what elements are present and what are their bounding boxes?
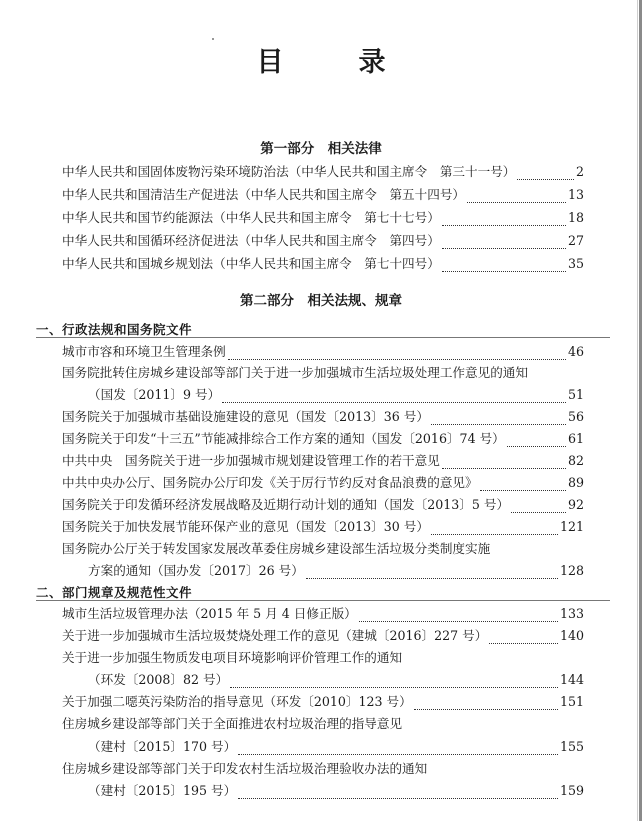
toc-entry[interactable] [62,453,584,469]
toc-entry-page: 89 [567,475,584,490]
leader-dots [306,567,558,579]
toc-entry[interactable] [62,606,584,622]
section-heading-1: 一、行政法规和国务院文件 [36,322,193,337]
leader-dots [414,698,558,710]
toc-entry[interactable] [62,409,584,425]
toc-entry-page: 155 [559,739,584,754]
toc-entry-page: 133 [559,606,584,621]
leader-dots [511,501,566,513]
toc-entry-title-line1[interactable]: 关于进一步加强生物质发电项目环境影响评价管理工作的通知 [62,650,403,665]
leader-dots [442,260,566,272]
toc-entry[interactable] [62,694,584,710]
toc-entry-title-line1[interactable]: 住房城乡建设部等部门关于全面推进农村垃圾治理的指导意见 [62,716,403,731]
toc-entry-title: （建村〔2015〕170 号） [88,739,237,754]
toc-entry[interactable] [62,519,584,535]
page-title: 目 录 [256,47,410,78]
toc-entry-page: 27 [567,233,584,248]
toc-entry-title: 中华人民共和国节约能源法（中华人民共和国主席令 第七十七号） [62,210,440,225]
leader-dots [442,214,566,226]
leader-dots [480,479,566,491]
toc-entry[interactable] [88,563,584,579]
toc-entry[interactable] [88,739,584,755]
leader-dots [442,237,566,249]
toc-entry-page: 56 [567,409,584,424]
section-divider [36,337,610,338]
leader-dots [238,743,558,755]
toc-entry[interactable] [62,431,584,447]
toc-entry-title: 中共中央办公厅、国务院办公厅印发《关于厉行节约反对食品浪费的意见》 [62,475,478,490]
leader-dots [359,610,558,622]
toc-entry-title: 国务院关于加强城市基础设施建设的意见（国发〔2013〕36 号） [62,409,429,424]
toc-entry-page: 159 [559,783,584,798]
leader-dots [230,676,558,688]
toc-entry-title-line1[interactable]: 国务院批转住房城乡建设部等部门关于进一步加强城市生活垃圾处理工作意见的通知 [62,365,528,380]
toc-entry-page: 140 [559,628,584,643]
toc-entry-title: 中华人民共和国循环经济促进法（中华人民共和国主席令 第四号） [62,233,440,248]
leader-dots [507,435,566,447]
toc-entry[interactable] [88,387,584,403]
toc-entry-title: （国发〔2011〕9 号） [88,387,221,402]
leader-dots [238,787,558,799]
toc-entry-title-line1[interactable]: 住房城乡建设部等部门关于印发农村生活垃圾治理验收办法的通知 [62,761,428,776]
section-divider [36,600,610,601]
section-heading-2: 二、部门规章及规范性文件 [36,585,193,600]
toc-entry[interactable] [62,344,584,360]
toc-entry-page: 144 [559,672,584,687]
leader-dots [517,168,574,180]
toc-entry-page: 2 [575,164,584,179]
toc-entry-title: 中共中央 国务院关于进一步加强城市规划建设管理工作的若干意见 [62,453,440,468]
leader-dots [467,191,566,203]
toc-entry-title: 关于加强二噁英污染防治的指导意见（环发〔2010〕123 号） [62,694,412,709]
toc-entry[interactable] [62,628,584,644]
toc-entry-page: 46 [567,344,584,359]
toc-entry-page: 18 [567,210,584,225]
toc-entry-title: 中华人民共和国城乡规划法（中华人民共和国主席令 第七十四号） [62,256,440,271]
toc-entry-page: 92 [567,497,584,512]
toc-entry[interactable] [62,497,584,513]
toc-entry-page: 13 [567,187,584,202]
toc-entry-title: 国务院关于印发“十三五”节能减排综合工作方案的通知（国发〔2016〕74 号） [62,431,505,446]
toc-entry-title: 中华人民共和国固体废物污染环境防治法（中华人民共和国主席令 第三十一号） [62,164,516,179]
toc-entry-title: （建村〔2015〕195 号） [88,783,237,798]
toc-entry-title-line1[interactable]: 国务院办公厅关于转发国家发展改革委住房城乡建设部生活垃圾分类制度实施 [62,541,491,556]
part-heading-1: 第一部分 相关法律 [260,141,382,157]
toc-entry[interactable] [62,187,584,203]
toc-entry-title: 城市生活垃圾管理办法（2015 年 5 月 4 日修正版） [62,606,357,621]
part-heading-2: 第二部分 相关法规、规章 [240,293,402,309]
leader-dots [489,632,558,644]
toc-entry-page: 128 [559,563,584,578]
leader-dots [228,348,566,360]
leader-dots [442,457,566,469]
toc-entry-title: 城市市容和环境卫生管理条例 [62,344,226,359]
toc-entry-title: 关于进一步加强城市生活垃圾焚烧处理工作的意见（建城〔2016〕227 号） [62,628,488,643]
toc-entry-title: 方案的通知（国办发〔2017〕26 号） [88,563,304,578]
toc-entry[interactable] [88,783,584,799]
toc-entry-page: 61 [567,431,584,446]
leader-dots [222,391,566,403]
toc-entry[interactable] [88,672,584,688]
toc-entry[interactable] [62,475,584,491]
toc-entry-title: 国务院关于加快发展节能环保产业的意见（国发〔2013〕30 号） [62,519,429,534]
toc-entry-page: 35 [567,256,584,271]
toc-entry[interactable] [62,256,584,272]
leader-dots [431,413,566,425]
toc-entry-page: 121 [559,519,584,534]
toc-entry-title: 国务院关于印发循环经济发展战略及近期行动计划的通知（国发〔2013〕5 号） [62,497,510,512]
toc-entry-page: 82 [567,453,584,468]
page-edge-shadow [637,0,638,821]
leader-dots [431,523,558,535]
toc-entry-page: 51 [567,387,584,402]
toc-entry[interactable] [62,164,584,180]
toc-entry-title: （环发〔2008〕82 号） [88,672,229,687]
toc-entry-page: 151 [559,694,584,709]
toc-entry[interactable] [62,233,584,249]
toc-entry-title: 中华人民共和国清洁生产促进法（中华人民共和国主席令 第五十四号） [62,187,465,202]
toc-entry[interactable] [62,210,584,226]
